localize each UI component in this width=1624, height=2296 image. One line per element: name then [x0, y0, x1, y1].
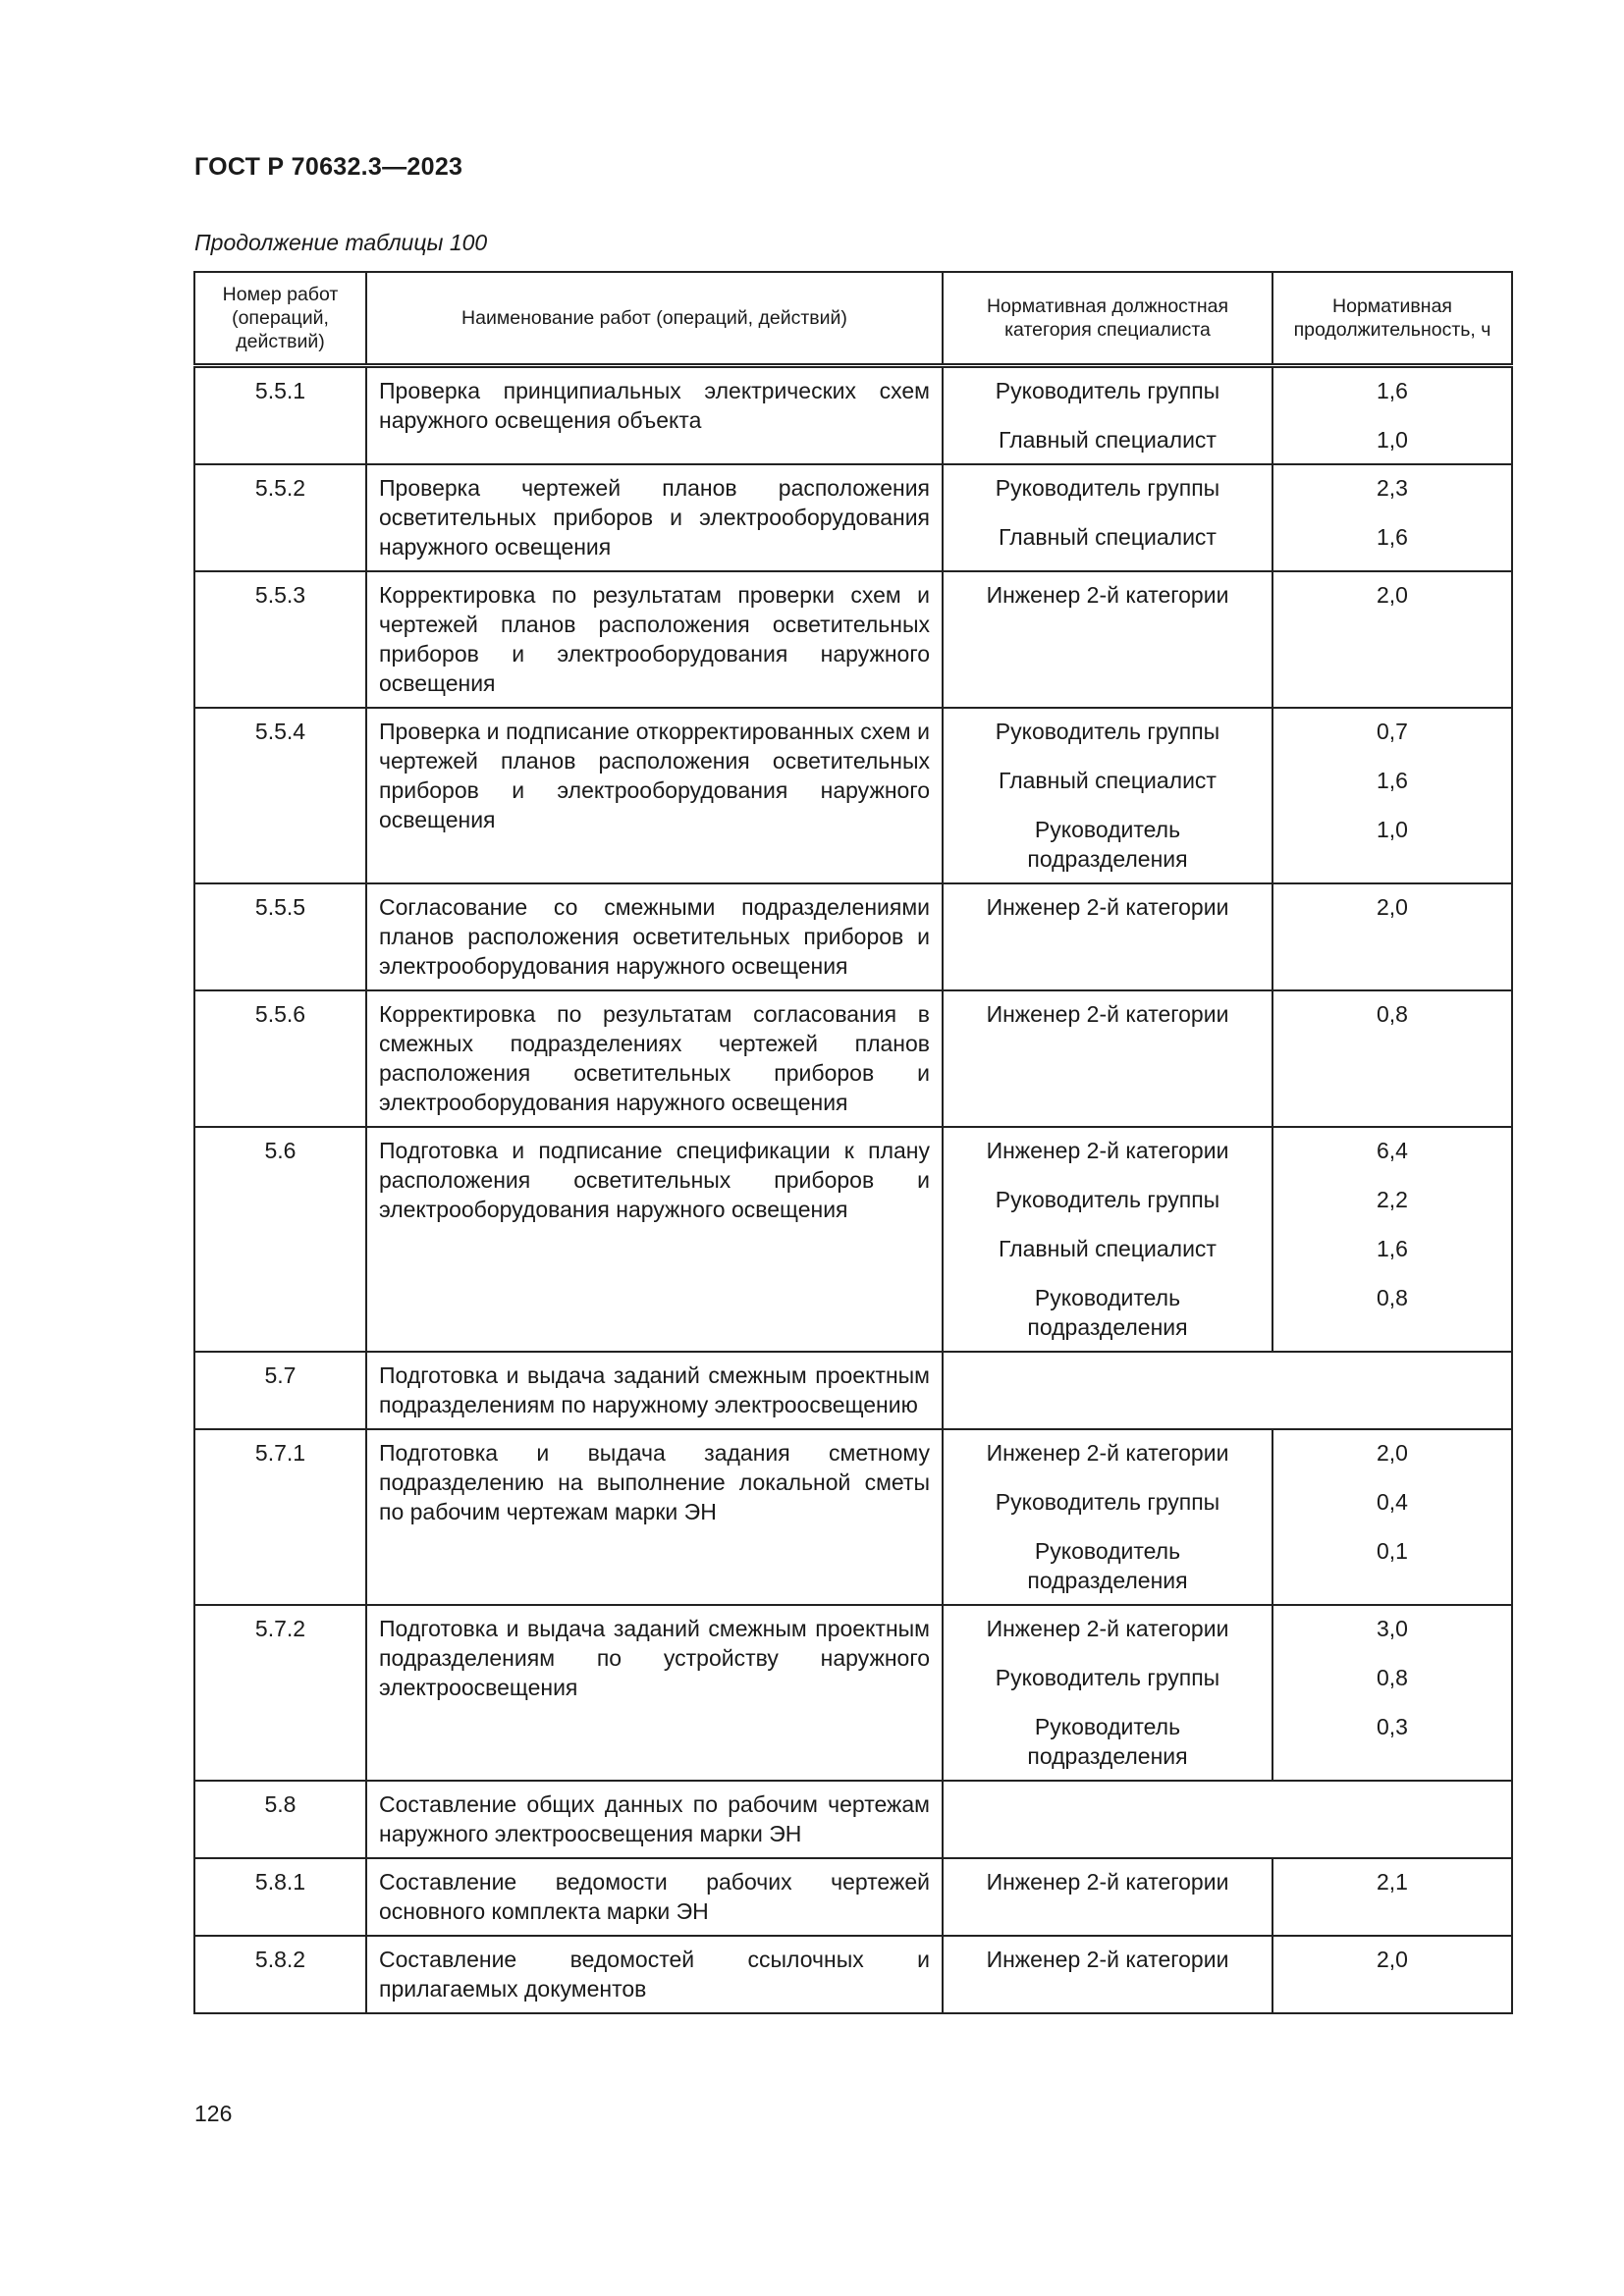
specialist-category: Инженер 2-й категории: [986, 1440, 1229, 1466]
specialist-category: Инженер 2-й категории: [986, 1869, 1229, 1895]
work-number-cell: 5.5.5: [194, 883, 366, 990]
table-row: [194, 464, 1512, 571]
column-header-name: Наименование работ (операций, действий): [366, 272, 943, 366]
empty-merged-cell: [943, 1352, 1512, 1429]
duration-value: 0,1: [1377, 1538, 1408, 1564]
work-name-cell: Согласование со смежными подразделениями планов расположения осветительных приборов и электрооборудования наружного освещения: [366, 883, 943, 990]
work-name-cell: Корректировка по результатам проверки схем и чертежей планов расположения осветительных приборов и электрооборудования наружного освещения: [366, 571, 943, 708]
duration-value: 1,6: [1377, 524, 1408, 550]
specialist-category: Руководитель подразделения: [1027, 1538, 1188, 1593]
duration-value: 0,8: [1377, 1001, 1408, 1027]
specialist-category: Главный специалист: [999, 1236, 1217, 1261]
category-cell: [943, 1936, 1272, 2013]
work-name-cell: Проверка чертежей планов расположения осветительных приборов и электрооборудования наружного освещения: [366, 464, 943, 571]
work-number-cell: 5.7.2: [194, 1605, 366, 1781]
specialist-category: Руководитель группы: [995, 1187, 1220, 1212]
specialist-category: Инженер 2-й категории: [986, 1947, 1229, 1972]
specialist-category: Главный специалист: [999, 427, 1217, 453]
category-cell: [943, 1858, 1272, 1936]
duration-cell: [1272, 990, 1512, 1127]
column-header-duration: Нормативная продолжительность, ч: [1272, 272, 1512, 366]
norms-table: [193, 271, 1513, 2014]
duration-value: 1,0: [1377, 427, 1408, 453]
table-header: [194, 272, 1512, 366]
category-cell: [943, 1127, 1272, 1352]
duration-value: 1,0: [1377, 817, 1408, 842]
table-row: [194, 1429, 1512, 1605]
work-number-cell: 5.6: [194, 1127, 366, 1352]
category-cell: [943, 1605, 1272, 1781]
duration-value: 2,0: [1377, 894, 1408, 920]
work-number-cell: 5.5.3: [194, 571, 366, 708]
table-row: [194, 571, 1512, 708]
table-row: [194, 883, 1512, 990]
specialist-category: Инженер 2-й категории: [986, 1616, 1229, 1641]
duration-value: 2,2: [1377, 1187, 1408, 1212]
work-number-cell: 5.7.1: [194, 1429, 366, 1605]
work-number-cell: 5.5.1: [194, 366, 366, 465]
work-name-cell: Корректировка по результатам согласования в смежных подразделениях чертежей планов расположения осветительных приборов и электрооборудования наружного освещения: [366, 990, 943, 1127]
duration-value: 0,8: [1377, 1665, 1408, 1690]
duration-value: 1,6: [1377, 1236, 1408, 1261]
table-row: [194, 990, 1512, 1127]
column-header-number: Номер работ (операций, действий): [194, 272, 366, 366]
category-cell: [943, 1429, 1272, 1605]
duration-cell: [1272, 1858, 1512, 1936]
work-number-cell: 5.5.2: [194, 464, 366, 571]
table-row: [194, 1936, 1512, 2013]
duration-value: 0,7: [1377, 719, 1408, 744]
work-number-cell: 5.7: [194, 1352, 366, 1429]
work-number-cell: 5.8.1: [194, 1858, 366, 1936]
work-number-cell: 5.8: [194, 1781, 366, 1858]
category-cell: [943, 990, 1272, 1127]
duration-value: 3,0: [1377, 1616, 1408, 1641]
table-row: [194, 1605, 1512, 1781]
specialist-category: Главный специалист: [999, 524, 1217, 550]
duration-value: 0,4: [1377, 1489, 1408, 1515]
work-name-cell: Составление ведомостей ссылочных и прилагаемых документов: [366, 1936, 943, 2013]
specialist-category: Руководитель подразделения: [1027, 1285, 1188, 1340]
table-row: [194, 708, 1512, 883]
duration-cell: [1272, 464, 1512, 571]
table-row: [194, 366, 1512, 465]
specialist-category: Руководитель подразделения: [1027, 817, 1188, 872]
specialist-category: Инженер 2-й категории: [986, 1138, 1229, 1163]
duration-cell: [1272, 571, 1512, 708]
table-row: [194, 1352, 1512, 1429]
table-row: [194, 1858, 1512, 1936]
work-number-cell: 5.5.4: [194, 708, 366, 883]
specialist-category: Руководитель группы: [995, 719, 1220, 744]
table-row: [194, 1781, 1512, 1858]
category-cell: [943, 883, 1272, 990]
work-name-cell: Подготовка и выдача заданий смежным проектным подразделениям по наружному электроосвещению: [366, 1352, 943, 1429]
work-number-cell: 5.8.2: [194, 1936, 366, 2013]
duration-cell: [1272, 1936, 1512, 2013]
duration-value: 0,3: [1377, 1714, 1408, 1739]
duration-value: 2,1: [1377, 1869, 1408, 1895]
specialist-category: Руководитель подразделения: [1027, 1714, 1188, 1769]
duration-value: 6,4: [1377, 1138, 1408, 1163]
document-code: ГОСТ Р 70632.3—2023: [194, 153, 463, 181]
duration-cell: [1272, 1605, 1512, 1781]
category-cell: [943, 464, 1272, 571]
specialist-category: Инженер 2-й категории: [986, 582, 1229, 608]
duration-value: 2,3: [1377, 475, 1408, 501]
duration-cell: [1272, 1429, 1512, 1605]
duration-value: 1,6: [1377, 378, 1408, 403]
duration-value: 2,0: [1377, 582, 1408, 608]
duration-cell: [1272, 1127, 1512, 1352]
work-name-cell: Проверка принципиальных электрических схем наружного освещения объекта: [366, 366, 943, 465]
duration-cell: [1272, 366, 1512, 465]
work-name-cell: Подготовка и выдача задания сметному подразделению на выполнение локальной сметы по рабочим чертежам марки ЭН: [366, 1429, 943, 1605]
table-continuation-caption: Продолжение таблицы 100: [194, 230, 488, 255]
work-name-cell: Составление общих данных по рабочим чертежам наружного электроосвещения марки ЭН: [366, 1781, 943, 1858]
duration-value: 2,0: [1377, 1947, 1408, 1972]
duration-value: 1,6: [1377, 768, 1408, 793]
work-name-cell: Составление ведомости рабочих чертежей основного комплекта марки ЭН: [366, 1858, 943, 1936]
category-cell: [943, 366, 1272, 465]
specialist-category: Руководитель группы: [995, 475, 1220, 501]
table-body: [194, 366, 1512, 2014]
specialist-category: Инженер 2-й категории: [986, 894, 1229, 920]
specialist-category: Руководитель группы: [995, 1489, 1220, 1515]
empty-merged-cell: [943, 1781, 1512, 1858]
specialist-category: Руководитель группы: [995, 378, 1220, 403]
duration-cell: [1272, 708, 1512, 883]
category-cell: [943, 571, 1272, 708]
duration-value: 2,0: [1377, 1440, 1408, 1466]
page-number: 126: [194, 2101, 233, 2126]
work-name-cell: Проверка и подписание откорректированных схем и чертежей планов расположения осветительных приборов и электрооборудования наружного освещения: [366, 708, 943, 883]
work-name-cell: Подготовка и выдача заданий смежным проектным подразделениям по устройству наружного электроосвещения: [366, 1605, 943, 1781]
column-header-category: Нормативная должностная категория специалиста: [943, 272, 1272, 366]
duration-value: 0,8: [1377, 1285, 1408, 1310]
work-number-cell: 5.5.6: [194, 990, 366, 1127]
work-name-cell: Подготовка и подписание спецификации к плану расположения осветительных приборов и электрооборудования наружного освещения: [366, 1127, 943, 1352]
specialist-category: Руководитель группы: [995, 1665, 1220, 1690]
table-row: [194, 1127, 1512, 1352]
category-cell: [943, 708, 1272, 883]
duration-cell: [1272, 883, 1512, 990]
specialist-category: Главный специалист: [999, 768, 1217, 793]
specialist-category: Инженер 2-й категории: [986, 1001, 1229, 1027]
